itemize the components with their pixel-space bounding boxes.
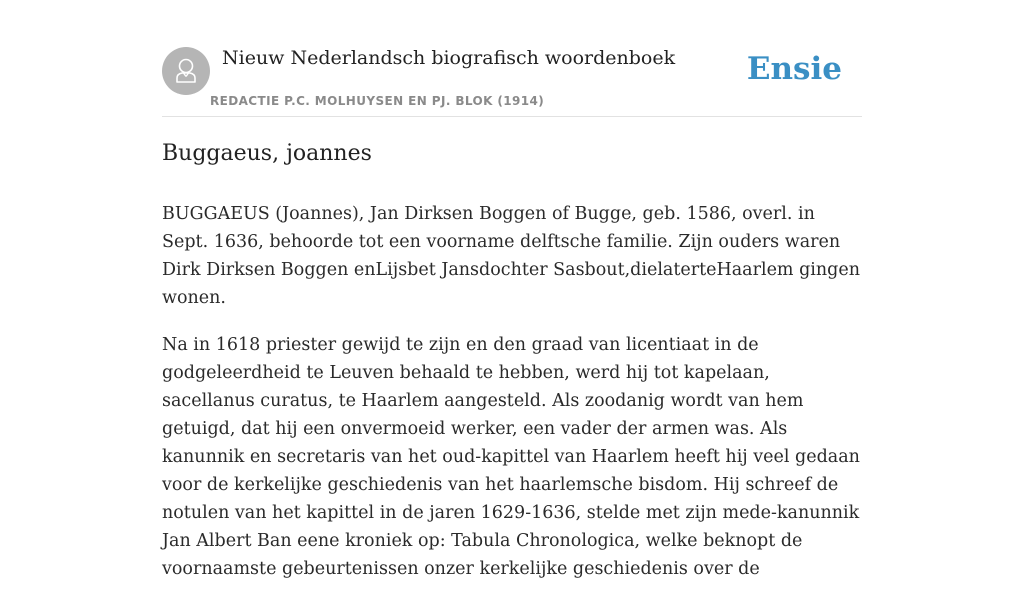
article-paragraph: BUGGAEUS (Joannes), Jan Dirksen Boggen of Bugge, geb. 1586, overl. in Sept. 1636, behoorde tot een voorname delftsche familie. Zijn ouders waren Dirk Dirksen Boggen enLijsbet Jansdochter Sasbout,dielaterteHaarlem gingen wonen. — [162, 204, 860, 308]
article-paragraph: Na in 1618 priester gewijd te zijn en den graad van licentiaat in de godgeleerdheid te Leuven behaald te hebben, werd hij tot kapelaan, sacellanus curatus, te Haarlem aangesteld. Als zoodanig wordt van hem getuigd, dat hij een onvermoeid werker, een vader der armen was. Als kanunnik en secretaris van het oud-kapittel van Haarlem heeft hij veel gedaan voor de kerkelijke geschiedenis van het haarlemsche bisdom. Hij schreef de notulen van het kapittel in de jaren 1629-1636, stelde met zijn mede-kanunnik Jan Albert Ban eene kroniek op: Tabula Chronologica, welke beknopt de voornaamste gebeurtenissen onzer kerkelijke geschiedenis over de — [162, 335, 860, 579]
article — [162, 136, 864, 602]
avatar — [162, 47, 210, 95]
source-title[interactable]: Nieuw Nederlandsch biografisch woordenboek — [222, 47, 676, 69]
ensie-logo[interactable]: Ensie — [746, 51, 842, 87]
source-editors: REDACTIE P.C. MOLHUYSEN EN PJ. BLOK (1914) — [210, 94, 545, 108]
article-title: Buggaeus, joannes — [162, 141, 372, 166]
source-header — [162, 0, 862, 117]
user-placeholder-icon — [162, 47, 210, 95]
